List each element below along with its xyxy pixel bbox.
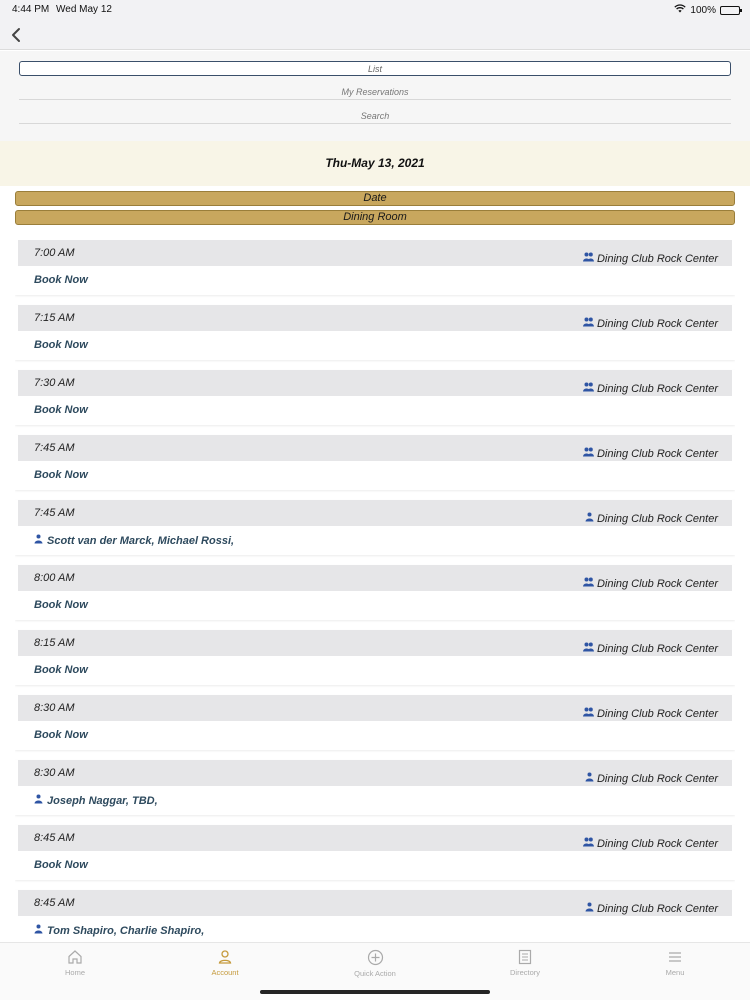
segment-my-reservations[interactable]: My Reservations: [19, 85, 731, 100]
reservation-time: 8:30 AM: [34, 767, 75, 779]
dining-room-filter-button[interactable]: Dining Room: [15, 210, 735, 225]
reservation-body: [15, 656, 735, 685]
reservation-venue: [585, 772, 718, 785]
reservation-venue: [583, 837, 718, 850]
reservation-venue: [583, 642, 718, 655]
person-icon: [34, 794, 43, 807]
book-now-link[interactable]: [34, 729, 88, 741]
venue-name: Dining Club Rock Center: [596, 447, 718, 460]
book-now-label: Book Now: [34, 469, 88, 481]
venue-name: Dining Club Rock Center: [596, 382, 718, 395]
directory-icon: [517, 949, 533, 965]
chevron-left-icon: [11, 27, 21, 43]
book-now-label: Book Now: [34, 404, 88, 416]
reservation-time: 7:15 AM: [34, 312, 75, 324]
person-icon: [585, 772, 594, 785]
venue-name: Dining Club Rock Center: [596, 512, 718, 525]
person-icon: [585, 902, 594, 915]
tab-bar: [0, 942, 750, 1000]
group-icon: [583, 837, 594, 850]
reservation-card[interactable]: [15, 370, 735, 425]
date-filter-button[interactable]: Date: [15, 191, 735, 206]
group-icon: [583, 707, 594, 720]
reservation-body: [15, 721, 735, 750]
tab-quick-action[interactable]: [320, 949, 430, 978]
reservation-body: [15, 526, 735, 555]
group-icon: [583, 382, 594, 395]
home-indicator: [260, 990, 490, 994]
reservation-card[interactable]: [15, 500, 735, 555]
venue-name: Dining Club Rock Center: [596, 902, 718, 915]
players-label: Scott van der Marck, Michael Rossi,: [47, 534, 235, 547]
reservation-header: [18, 760, 732, 786]
reservation-body: [15, 461, 735, 490]
wifi-icon: [674, 4, 686, 16]
group-icon: [583, 317, 594, 330]
reservation-header: [18, 695, 732, 721]
reservation-header: [18, 565, 732, 591]
book-now-label: Book Now: [34, 664, 88, 676]
status-time: 4:44 PM: [12, 4, 50, 15]
reservation-venue: [583, 252, 718, 265]
selected-date-banner: Thu-May 13, 2021: [0, 141, 750, 186]
home-icon: [67, 949, 83, 965]
tab-home-label: Home: [64, 968, 85, 977]
venue-name: Dining Club Rock Center: [596, 707, 718, 720]
group-icon: [583, 642, 594, 655]
reservation-body: [15, 396, 735, 425]
reservation-body: [15, 591, 735, 620]
view-selector: [0, 51, 750, 141]
reservation-venue: [583, 447, 718, 460]
book-now-label: Book Now: [34, 274, 88, 286]
book-now-link[interactable]: [34, 339, 88, 351]
person-icon: [217, 949, 233, 965]
players-label: Tom Shapiro, Charlie Shapiro,: [47, 924, 205, 937]
tab-directory[interactable]: [470, 949, 580, 977]
reservation-venue: [585, 512, 718, 525]
book-now-link[interactable]: [34, 599, 88, 611]
reservation-header: [18, 240, 732, 266]
tab-account-label: Account: [211, 968, 239, 977]
book-now-label: Book Now: [34, 859, 88, 871]
reservation-body: [15, 331, 735, 360]
reservation-card[interactable]: [15, 240, 735, 295]
venue-name: Dining Club Rock Center: [596, 577, 718, 590]
reservation-card[interactable]: [15, 305, 735, 360]
book-now-link[interactable]: [34, 404, 88, 416]
reservation-header: [18, 500, 732, 526]
tab-directory-label: Directory: [509, 968, 540, 977]
book-now-link[interactable]: [34, 469, 88, 481]
reservation-venue: [583, 317, 718, 330]
reservation-body: [15, 851, 735, 880]
menu-icon: [667, 949, 683, 965]
book-now-link[interactable]: [34, 859, 88, 871]
reservation-header: [18, 890, 732, 916]
person-icon: [34, 924, 43, 937]
status-date: Wed May 12: [56, 4, 112, 15]
reservation-time: 8:30 AM: [34, 702, 75, 714]
reservation-venue: [585, 902, 718, 915]
reservation-venue: [583, 382, 718, 395]
reservation-header: [18, 370, 732, 396]
plus-circle-icon: [367, 949, 384, 966]
reservation-time: 7:45 AM: [34, 507, 75, 519]
book-now-label: Book Now: [34, 339, 88, 351]
reservation-time: 8:00 AM: [34, 572, 75, 584]
person-icon: [585, 512, 594, 525]
book-now-label: Book Now: [34, 599, 88, 611]
tab-menu[interactable]: [620, 949, 730, 977]
reservation-card[interactable]: [15, 435, 735, 490]
segment-list[interactable]: List: [19, 61, 731, 76]
venue-name: Dining Club Rock Center: [596, 772, 718, 785]
reservation-time: 7:45 AM: [34, 442, 75, 454]
group-icon: [583, 447, 594, 460]
reservation-card[interactable]: [15, 890, 735, 942]
reservation-venue: [583, 707, 718, 720]
reservation-body: [15, 266, 735, 295]
battery-icon: [720, 6, 740, 15]
venue-name: Dining Club Rock Center: [596, 317, 718, 330]
group-icon: [583, 252, 594, 265]
reservation-time: 8:45 AM: [34, 897, 75, 909]
tab-home[interactable]: [20, 949, 130, 977]
reservation-card[interactable]: [15, 695, 735, 750]
reservation-time: 8:15 AM: [34, 637, 75, 649]
venue-name: Dining Club Rock Center: [596, 252, 718, 265]
segment-search[interactable]: Search: [19, 109, 731, 124]
venue-name: Dining Club Rock Center: [596, 837, 718, 850]
reservation-time: 7:00 AM: [34, 247, 75, 259]
book-now-label: Book Now: [34, 729, 88, 741]
group-icon: [583, 577, 594, 590]
booked-players: [34, 924, 204, 937]
booked-players: [34, 534, 234, 547]
reservation-header: [18, 825, 732, 851]
reservation-body: [15, 786, 735, 815]
status-right: [674, 4, 740, 16]
book-now-link[interactable]: [34, 274, 88, 286]
reservation-header: [18, 630, 732, 656]
players-label: Joseph Naggar, TBD,: [47, 794, 158, 807]
reservation-time: 7:30 AM: [34, 377, 75, 389]
reservation-venue: [583, 577, 718, 590]
reservation-card[interactable]: [15, 565, 735, 620]
person-icon: [34, 534, 43, 547]
reservation-time: 8:45 AM: [34, 832, 75, 844]
reservation-card[interactable]: [15, 760, 735, 815]
reservation-list[interactable]: [15, 240, 735, 942]
status-bar: [0, 0, 750, 20]
tab-menu-label: Menu: [665, 968, 685, 977]
booked-players: [34, 794, 158, 807]
venue-name: Dining Club Rock Center: [596, 642, 718, 655]
reservation-header: [18, 305, 732, 331]
tab-account[interactable]: [170, 949, 280, 977]
reservation-card[interactable]: [15, 630, 735, 685]
tab-quick-action-label: Quick Action: [354, 969, 396, 978]
back-button[interactable]: [6, 24, 26, 46]
reservation-card[interactable]: [15, 825, 735, 880]
navigation-bar: [0, 20, 750, 50]
battery-percent: 100%: [690, 4, 716, 16]
reservation-header: [18, 435, 732, 461]
reservation-body: [15, 916, 735, 942]
book-now-link[interactable]: [34, 664, 88, 676]
